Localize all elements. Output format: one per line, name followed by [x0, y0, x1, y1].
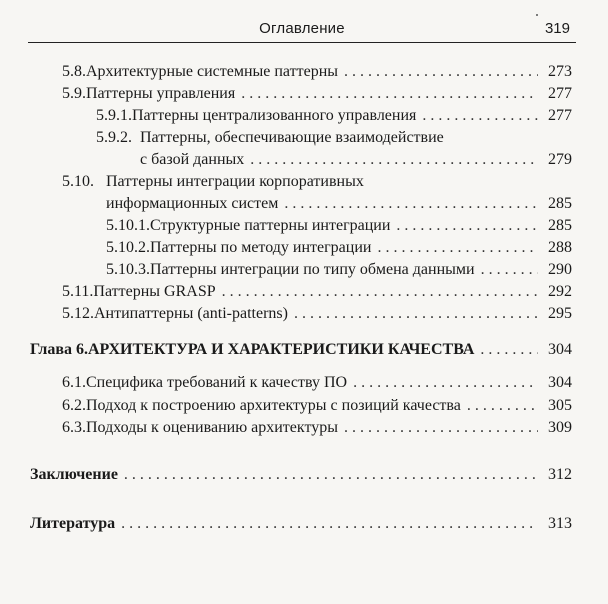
- entry-title-continuation: информационных систем: [106, 195, 279, 212]
- dot-leader: [481, 260, 538, 280]
- dot-leader: [353, 373, 538, 393]
- entry-title: Подходы к оцениванию архитектуры: [86, 419, 338, 436]
- entry-title: Паттерны централизованного управления: [132, 107, 417, 124]
- entry-page: 273: [548, 63, 572, 80]
- entry-number: 5.11.: [62, 283, 94, 300]
- dot-leader: [396, 216, 538, 236]
- dot-leader: [467, 396, 538, 416]
- entry-title: Структурные паттерны интеграции: [150, 217, 391, 234]
- header-page-number: 319: [544, 20, 570, 37]
- entry-title-continuation: с базой данных: [140, 151, 245, 168]
- toc-entry-chapter-6[interactable]: [30, 340, 572, 360]
- entry-title: Паттерны GRASP: [93, 283, 216, 300]
- toc-entry-5-10-3[interactable]: [106, 260, 572, 280]
- toc-entry-5-9-2-first-line[interactable]: [96, 128, 444, 148]
- dot-leader: [284, 194, 538, 214]
- entry-number: 5.8.: [62, 63, 86, 80]
- entry-title: Паттерны по методу интеграции: [150, 239, 372, 256]
- toc-entry-5-9-1[interactable]: [96, 106, 572, 126]
- header-title: Оглавление: [259, 20, 345, 37]
- toc-entry-5-12[interactable]: [62, 304, 572, 324]
- toc-entry-5-10-1[interactable]: [106, 216, 572, 236]
- entry-page: 295: [548, 305, 572, 322]
- entry-title: Специфика требований к качеству ПО: [86, 374, 348, 391]
- entry-title: Архитектурные системные паттерны: [86, 63, 339, 80]
- entry-page: 288: [548, 239, 572, 256]
- entry-number: 5.10.1.: [106, 217, 150, 234]
- entry-number: 5.9.1.: [96, 107, 132, 124]
- entry-title: Антипаттерны (anti-patterns): [94, 305, 288, 322]
- dot-leader: [250, 150, 538, 170]
- dot-leader: [294, 304, 538, 324]
- dot-leader: [241, 84, 538, 104]
- entry-title: Заключение: [30, 466, 118, 483]
- chapter-number: Глава 6.: [30, 341, 88, 358]
- entry-page: 313: [548, 515, 572, 532]
- entry-page: 277: [548, 85, 572, 102]
- toc-entry-6-1[interactable]: [62, 373, 572, 393]
- entry-number: 5.10.2.: [106, 239, 150, 256]
- entry-number: 5.12.: [62, 305, 94, 322]
- toc-entry-6-3[interactable]: [62, 418, 572, 438]
- dot-leader: [121, 514, 538, 534]
- entry-number: 5.9.: [62, 85, 86, 102]
- toc-entry-5-9[interactable]: [62, 84, 572, 104]
- entry-page: 312: [548, 466, 572, 483]
- paper-speck: [536, 14, 538, 16]
- entry-title: Литература: [30, 515, 116, 532]
- entry-title: Подход к построению архитектуры с позиций качества: [86, 397, 461, 414]
- entry-page: 304: [548, 341, 572, 358]
- entry-number: 5.10.3.: [106, 261, 150, 278]
- chapter-title: АРХИТЕКТУРА И ХАРАКТЕРИСТИКИ КАЧЕСТВА: [88, 341, 475, 358]
- entry-number: 5.9.2.: [96, 129, 132, 146]
- entry-page: 279: [548, 151, 572, 168]
- running-header: [28, 18, 576, 42]
- dot-leader: [480, 340, 538, 360]
- toc-entry-5-10-first-line[interactable]: [62, 172, 364, 192]
- entry-title: Паттерны, обеспечивающие взаимодействие: [140, 129, 444, 146]
- toc-entry-5-8[interactable]: [62, 62, 572, 82]
- entry-page: 290: [548, 261, 572, 278]
- entry-number: 5.10.: [62, 173, 94, 190]
- entry-title: Паттерны интеграции корпоративных: [106, 173, 364, 190]
- entry-title: Паттерны управления: [86, 85, 236, 102]
- toc-entry-5-9-2[interactable]: [140, 150, 572, 170]
- entry-title: Паттерны интеграции по типу обмена данными: [150, 261, 475, 278]
- dot-leader: [422, 106, 538, 126]
- dot-leader: [222, 282, 538, 302]
- dot-leader: [344, 62, 538, 82]
- dot-leader: [344, 418, 538, 438]
- dot-leader: [377, 238, 538, 258]
- entry-number: 6.1.: [62, 374, 86, 391]
- dot-leader: [124, 465, 538, 485]
- entry-number: 6.2.: [62, 397, 86, 414]
- toc-entry-5-11[interactable]: [62, 282, 572, 302]
- toc-entry-6-2[interactable]: [62, 396, 572, 416]
- entry-page: 285: [548, 195, 572, 212]
- entry-page: 309: [548, 419, 572, 436]
- toc-entry-5-10-2[interactable]: [106, 238, 572, 258]
- entry-page: 285: [548, 217, 572, 234]
- entry-number: 6.3.: [62, 419, 86, 436]
- toc-entry-conclusion[interactable]: [30, 465, 572, 485]
- entry-page: 304: [548, 374, 572, 391]
- entry-page: 277: [548, 107, 572, 124]
- entry-page: 292: [548, 283, 572, 300]
- toc-entry-5-10[interactable]: [106, 194, 572, 214]
- entry-page: 305: [548, 397, 572, 414]
- header-rule: [28, 42, 576, 43]
- toc-entry-references[interactable]: [30, 514, 572, 534]
